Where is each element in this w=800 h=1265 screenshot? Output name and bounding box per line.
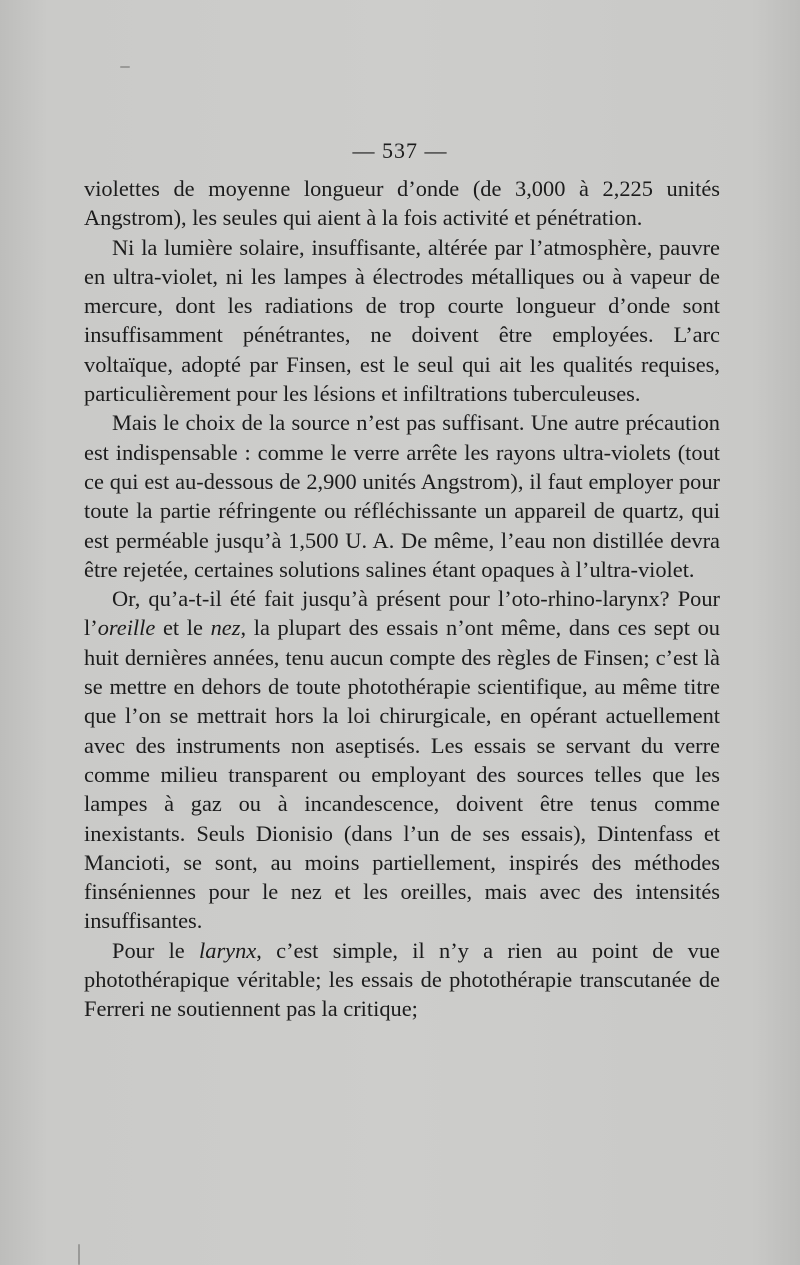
paragraph-5 [84, 936, 720, 1024]
paragraph-4-text-b: et le [155, 615, 211, 641]
paragraph-2-text: Ni la lumière solaire, insuffisante, altérée par l’atmosphère, pauvre en ultra-violet, ni les lampes à électrodes métalliques ou à vapeur de mercure, dont les radiations de trop courte longueur d’onde sont insuffisamment pénétrantes, ne doivent être employées. L’arc voltaïque, adopté par Finsen, est le seul qui ait les qualités requises, particulièrement pour les lésions et infiltrations tuberculeuses. [84, 234, 720, 407]
print-speck [120, 66, 130, 68]
bottom-edge-mark [78, 1244, 80, 1265]
paragraph-2 [84, 233, 720, 409]
body-text [84, 174, 720, 1024]
paragraph-4-text-c: , la plupart des essais n’ont même, dans ces sept ou huit dernières années, tenu aucun compte des règles de Finsen; c’est là se mettre en dehors de toute photothérapie scientifique, au même titre que l’on se mettrait hors la loi chirurgicale, en opérant actuellement avec des instruments non aseptisés. Les essais se servant du verre comme milieu transparent ou employant des sources telles que les lampes à gaz ou à incandescence, doivent être tenus comme inexistants. Seuls Dionisio (dans l’un de ses essais), Dintenfass et Mancioti, se sont, au moins partiellement, inspirés des méthodes finséniennes pour le nez et les oreilles, mais avec des intensités insuffisantes. [84, 615, 720, 934]
paragraph-4-italic-oreille: oreille [97, 615, 156, 641]
paragraph-4-text-a: Or, qu’a-t-il été fait jusqu’à présent pour l’oto-rhino-larynx? Pour l’ [84, 586, 720, 641]
paragraph-5-text-b: , c’est simple, il n’y a rien au point de vue photothérapique véritable; les essais de photothérapie transcutanée de Ferreri ne soutiennent pas la critique; [84, 937, 720, 1022]
page-number: — 537 — [352, 138, 448, 163]
paragraph-4-italic-nez: nez [210, 615, 241, 641]
paragraph-4 [84, 584, 720, 936]
paragraph-1 [84, 174, 720, 233]
paragraph-5-italic-larynx: larynx [199, 937, 257, 963]
paragraph-3 [84, 408, 720, 584]
paragraph-1-text: violettes de moyenne longueur d’onde (de 3,000 à 2,225 unités Angstrom), les seules qui aient à la fois activité et pénétration. [84, 176, 720, 231]
paragraph-3-text: Mais le choix de la source n’est pas suffisant. Une autre précaution est indispensable : comme le verre arrête les rayons ultra-violets (tout ce qui est au-dessous de 2,900 unités Angstrom), il faut employer pour toute la partie réfringente ou réfléchissante un appareil de quartz, qui est perméable jusqu’à 1,500 U. A. De même, l’eau non distillée devra être rejetée, certaines solutions salines étant opaques à l’ultra-violet. [84, 410, 720, 582]
paragraph-5-text-a: Pour le [112, 937, 200, 963]
